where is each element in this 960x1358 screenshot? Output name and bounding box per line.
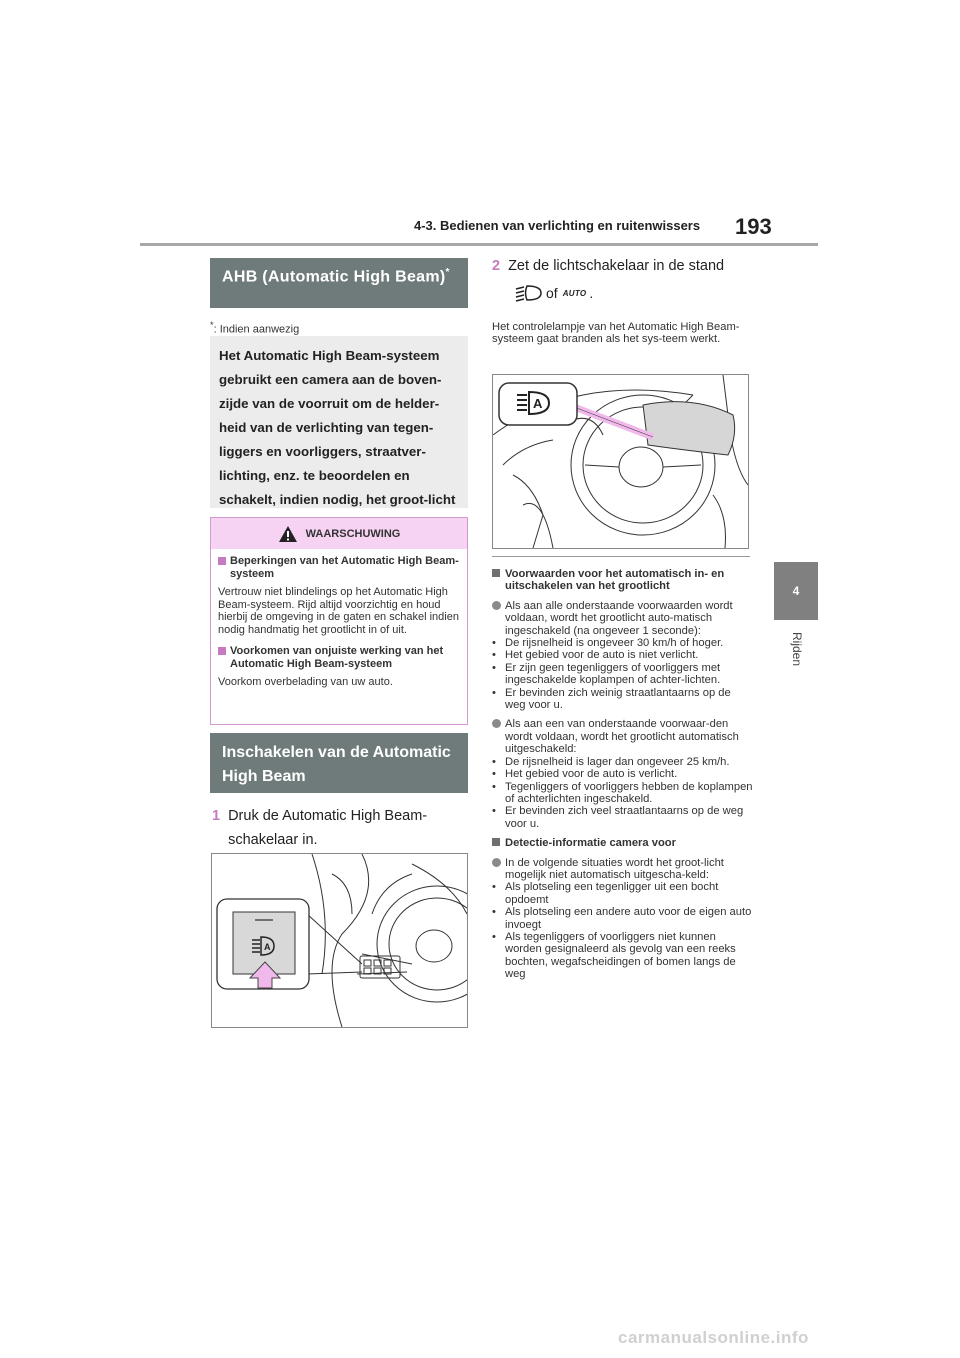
square-bullet-icon <box>218 557 226 565</box>
warning-header <box>211 518 467 549</box>
on-item-text: Er zijn geen tegenliggers of voorliggers met ingeschakelde koplampen of achter-lichten. <box>505 661 721 687</box>
camera-item-text: Als tegenliggers of voorliggers niet kunnen worden gesignaleerd als gevolg van een reeks bochten, wegafscheidingen of bomen langs de weg <box>505 930 736 981</box>
watermark: carmanualsonline.info <box>618 1328 809 1347</box>
circle-bullet-icon <box>492 858 501 867</box>
camera-title-text: Detectie-informatie camera voor <box>505 837 676 850</box>
chapter-label <box>778 632 814 692</box>
off-item-text: Tegenliggers of voorliggers hebben de koplampen of achterlichten ingeschakeld. <box>505 780 753 805</box>
step-2-number: 2 <box>492 258 501 274</box>
conditions-title <box>492 568 754 593</box>
list-item: • Tegenliggers of voorliggers hebben de koplampen of achterlichten ingeschakeld. <box>492 780 753 805</box>
step-1-text: Druk de Automatic High Beam-schakelaar in. <box>228 808 428 848</box>
right-divider <box>492 556 750 557</box>
warning-sub-2 <box>218 645 461 670</box>
square-bullet-icon <box>218 647 226 655</box>
warning-sub-1 <box>218 555 461 580</box>
section-title-ahb <box>210 258 468 308</box>
on-item-text: Het gebied voor de auto is niet verlicht. <box>505 649 699 662</box>
indicator-illustration <box>492 374 749 549</box>
list-item: • Er bevinden zich weinig straatlantaarns op de weg voor u. <box>492 687 754 712</box>
warning-triangle-icon <box>278 525 298 543</box>
list-item: • Als tegenliggers of voorliggers niet kunnen worden gesignaleerd als gevolg van een reeks bochten, wegafscheidingen of bomen langs de weg <box>492 931 754 981</box>
chapter-tab: 4 <box>774 562 818 620</box>
camera-item-text: Als plotseling een andere auto voor de eigen auto invoegt <box>505 906 752 931</box>
off-intro-text: Als aan een van onderstaande voorwaar-den wordt voldaan, wordt het grootlicht automatisch uitgeschakeld: <box>505 718 739 756</box>
footnote-mark: * <box>210 320 214 330</box>
camera-intro <box>492 857 754 882</box>
off-item-text: De rijsnelheid is lager dan ongeveer 25 km/h. <box>505 755 730 768</box>
footnote <box>210 320 299 336</box>
step-2-period: . <box>589 285 594 301</box>
step-2-of: of <box>546 285 558 301</box>
list-item: • Het gebied voor de auto is verlicht. <box>492 768 754 780</box>
on-item-text: Er bevinden zich weinig straatlantaarns op de weg voor u. <box>505 686 731 712</box>
step-2-text: Zet de lichtschakelaar in de stand <box>508 258 725 274</box>
warning-text-2: Voorkom overbelading van uw auto. <box>218 676 393 688</box>
camera-title <box>492 837 754 849</box>
step-2 <box>492 254 754 278</box>
intro-box: Het Automatic High Beam-systeem gebruikt een camera aan de boven-zijde van de voorruit om de helder-heid van de verlichting van tegen-liggers en voorliggers, straatver-lichting, enz. te beoordelen en schakelt, indien nodig, het groot-licht <box>210 336 468 508</box>
off-item-text: Het gebied voor de auto is verlicht. <box>505 768 678 781</box>
header-rule <box>140 243 818 246</box>
warning-heading: WAARSCHUWING <box>305 527 401 540</box>
chapter-name: Rijden <box>790 632 804 667</box>
list-item: • De rijsnelheid is ongeveer 30 km/h of hoger. <box>492 637 754 649</box>
list-item: • Er zijn geen tegenliggers of voorliggers met ingeschakelde koplampen of achter-lichten. <box>492 662 754 687</box>
conditions-section <box>492 568 754 981</box>
warning-sub-1-text: Beperkingen van het Automatic High Beam-systeem <box>230 555 459 580</box>
svg-text:A: A <box>533 396 543 411</box>
list-item: • Er bevinden zich veel straatlantaarns op de weg voor u. <box>492 805 754 830</box>
camera-intro-text: In de volgende situaties wordt het groot-licht mogelijk niet automatisch uitgescha-keld: <box>505 856 724 881</box>
step-1-number: 1 <box>212 808 221 824</box>
list-item: • De rijsnelheid is lager dan ongeveer 25 km/h. <box>492 756 754 768</box>
title-asterisk: * <box>445 267 450 278</box>
cluster-indicator-drawing <box>493 375 748 548</box>
ahb-title-text: AHB (Automatic High Beam) <box>222 268 446 286</box>
step-1 <box>212 804 466 852</box>
dashboard-switch-drawing <box>212 854 467 1027</box>
on-item-text: De rijsnelheid is ongeveer 30 km/h of hoger. <box>505 637 724 650</box>
on-intro <box>492 600 754 637</box>
conditions-title-text: Voorwaarden voor het automatisch in- en uitschakelen van het grootlicht <box>505 568 725 593</box>
circle-bullet-icon <box>492 719 501 728</box>
ahb-switch-illustration <box>211 853 468 1028</box>
footnote-text: : Indien aanwezig <box>213 323 300 336</box>
square-bullet-icon <box>492 838 500 846</box>
off-intro <box>492 718 754 755</box>
section-header: 4-3. Bedienen van verlichting en ruitenwissers <box>414 218 701 233</box>
square-bullet-icon <box>492 569 500 577</box>
step-2-switch-positions <box>515 284 593 302</box>
page-number: 193 <box>735 214 772 239</box>
warning-box <box>210 517 468 725</box>
camera-item-text: Als plotseling een tegenligger uit een bocht opdoemt <box>505 881 719 906</box>
section-title-inschakelen: Inschakelen van de Automatic High Beam <box>210 733 468 793</box>
list-item: • Het gebied voor de auto is niet verlicht. <box>492 649 754 661</box>
step-2-note: Het controlelampje van het Automatic High Beam-systeem gaat branden als het sys-teem werkt. <box>492 321 740 346</box>
headlight-icon <box>515 284 543 302</box>
circle-bullet-icon <box>492 601 501 610</box>
svg-text:A: A <box>264 942 271 952</box>
off-item-text: Er bevinden zich veel straatlantaarns op de weg voor u. <box>505 805 744 830</box>
auto-icon: AUTO <box>562 288 587 298</box>
warning-text-1: Vertrouw niet blindelings op het Automatic High Beam-systeem. Rijd altijd voorzichtig en houd hierbij de omgeving in de gaten en schakel indien nodig handmatig het grootlicht in of uit. <box>218 586 459 636</box>
on-intro-text: Als aan alle onderstaande voorwaarden wordt voldaan, wordt het grootlicht auto-matisch ingeschakeld (na ongeveer 1 seconde): <box>505 599 733 637</box>
list-item: • Als plotseling een andere auto voor de eigen auto invoegt <box>492 906 754 931</box>
list-item: • Als plotseling een tegenligger uit een bocht opdoemt <box>492 881 754 906</box>
warning-sub-2-text: Voorkomen van onjuiste werking van het Automatic High Beam-systeem <box>230 645 444 670</box>
